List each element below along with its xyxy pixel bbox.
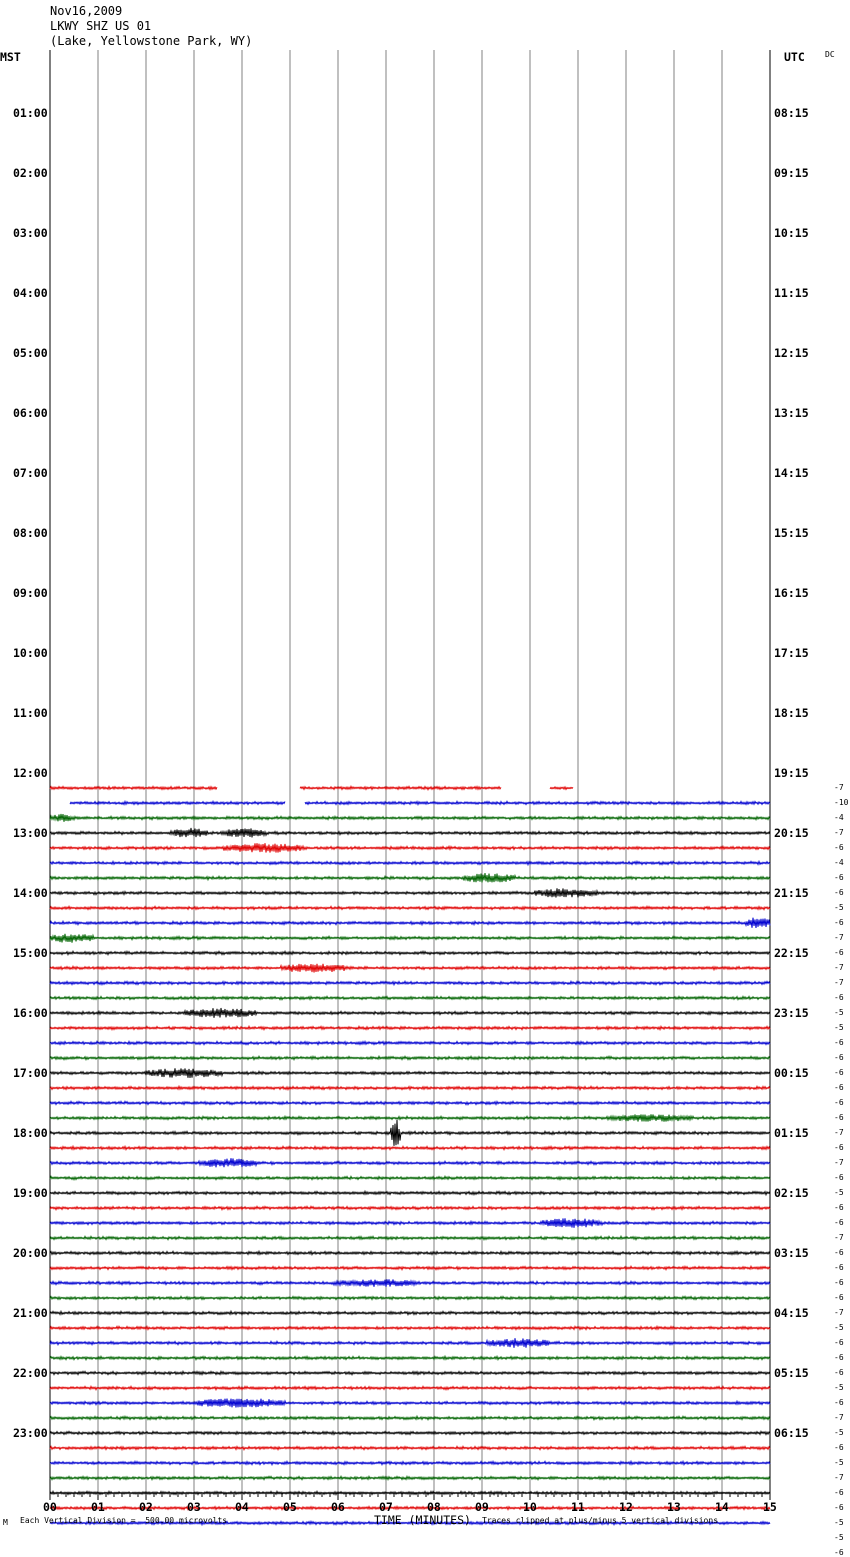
right-hour-label: 06:15	[774, 1426, 809, 1440]
trace-offset-label: -6	[834, 873, 844, 882]
trace-offset-label: -7	[834, 1233, 844, 1242]
right-hour-label: 17:15	[774, 646, 809, 660]
trace-offset-label: -6	[834, 1368, 844, 1377]
trace-line	[50, 1399, 770, 1408]
trace-line	[50, 1218, 770, 1228]
trace-line	[50, 843, 770, 852]
left-hour-label: 20:00	[13, 1246, 48, 1260]
trace-offset-label: -6	[834, 918, 844, 927]
right-hour-label: 05:15	[774, 1366, 809, 1380]
left-hour-label: 06:00	[13, 406, 48, 420]
trace-offset-label: -6	[834, 1278, 844, 1287]
x-tick-label: 09	[475, 1500, 489, 1514]
record-date: Nov16,2009	[50, 4, 123, 18]
trace-line	[50, 814, 770, 822]
x-tick-label: 04	[235, 1500, 249, 1514]
footer-mark: M	[3, 1518, 8, 1527]
right-hour-label: 12:15	[774, 346, 809, 360]
trace-line	[50, 981, 770, 984]
trace-offset-label: -6	[834, 993, 844, 1002]
trace-offset-label: -7	[834, 963, 844, 972]
left-hour-label: 17:00	[13, 1066, 48, 1080]
trace-line	[50, 918, 770, 928]
trace-offset-label: -7	[834, 933, 844, 942]
left-hour-label: 19:00	[13, 1186, 48, 1200]
trace-offset-label: -6	[834, 1293, 844, 1302]
right-hour-label: 01:15	[774, 1126, 809, 1140]
trace-offset-label: -7	[834, 1158, 844, 1167]
right-hour-label: 11:15	[774, 286, 809, 300]
x-tick-label: 06	[331, 1500, 345, 1514]
trace-line	[50, 1476, 770, 1479]
left-hour-label: 05:00	[13, 346, 48, 360]
trace-offset-label: -6	[834, 1068, 844, 1077]
trace-offset-label: -5	[834, 1188, 844, 1197]
trace-line	[50, 828, 770, 837]
trace-line	[50, 1176, 770, 1179]
trace-line	[50, 873, 770, 882]
right-hour-label: 16:15	[774, 586, 809, 600]
trace-offset-label: -5	[834, 1428, 844, 1437]
right-hour-label: 18:15	[774, 706, 809, 720]
trace-line	[50, 786, 217, 789]
trace-offset-label: -6	[834, 948, 844, 957]
time-gridlines	[50, 50, 770, 1493]
station-location: (Lake, Yellowstone Park, WY)	[50, 34, 253, 48]
trace-offset-label: -7	[834, 828, 844, 837]
left-hour-label: 12:00	[13, 766, 48, 780]
trace-line	[50, 1338, 770, 1348]
x-tick-label: 01	[91, 1500, 105, 1514]
trace-offset-label: -6	[834, 1353, 844, 1362]
left-hour-label: 09:00	[13, 586, 48, 600]
trace-offset-label: -6	[834, 1443, 844, 1452]
trace-offset-label: -7	[834, 978, 844, 987]
trace-offset-label: -5	[834, 1383, 844, 1392]
x-axis-title: TIME (MINUTES)	[374, 1513, 471, 1527]
right-hour-label: 14:15	[774, 466, 809, 480]
trace-line	[50, 1461, 770, 1464]
right-hour-label: 22:15	[774, 946, 809, 960]
trace-line	[50, 1120, 770, 1146]
trace-line	[50, 1146, 770, 1149]
trace-offset-label: -5	[834, 903, 844, 912]
right-hour-label: 15:15	[774, 526, 809, 540]
trace-offset-label: -6	[834, 1548, 844, 1557]
trace-line	[50, 888, 770, 897]
trace-line	[50, 1026, 770, 1029]
trace-offset-label: -6	[834, 1503, 844, 1512]
trace-offset-label: -7	[834, 1308, 844, 1317]
trace-offset-label: -10	[834, 798, 849, 807]
left-hour-label: 07:00	[13, 466, 48, 480]
left-hour-label: 15:00	[13, 946, 48, 960]
left-hour-label: 03:00	[13, 226, 48, 240]
seismic-traces	[50, 786, 770, 1534]
trace-line	[50, 1114, 770, 1121]
left-hour-label: 18:00	[13, 1126, 48, 1140]
left-hour-label: 01:00	[13, 106, 48, 120]
trace-offset-label: -5	[834, 1533, 844, 1542]
x-tick-label: 10	[523, 1500, 537, 1514]
trace-line	[70, 801, 285, 804]
trace-line	[50, 1191, 770, 1194]
left-hour-label: 23:00	[13, 1426, 48, 1440]
trace-line	[50, 861, 770, 864]
trace-offset-label: -5	[834, 1023, 844, 1032]
trace-line	[50, 1086, 770, 1089]
dc-label: DC	[825, 50, 835, 59]
trace-offset-label: -6	[834, 1218, 844, 1227]
trace-line	[50, 1311, 770, 1314]
x-tick-label: 15	[763, 1500, 777, 1514]
trace-offset-label: -7	[834, 1413, 844, 1422]
right-hour-label: 13:15	[774, 406, 809, 420]
trace-line	[50, 1236, 770, 1239]
trace-offset-label: -6	[834, 1098, 844, 1107]
x-tick-label: 07	[379, 1500, 393, 1514]
x-tick-label: 12	[619, 1500, 633, 1514]
trace-line	[50, 1371, 770, 1374]
trace-line	[50, 1326, 770, 1329]
x-tick-label: 13	[667, 1500, 681, 1514]
trace-offset-label: -4	[834, 813, 844, 822]
trace-line	[50, 1266, 770, 1269]
trace-offset-label: -6	[834, 1173, 844, 1182]
trace-line	[50, 1279, 770, 1287]
right-hour-label: 21:15	[774, 886, 809, 900]
trace-offset-label: -6	[834, 1053, 844, 1062]
trace-offset-label: -6	[834, 1488, 844, 1497]
left-hour-label: 11:00	[13, 706, 48, 720]
trace-offset-label: -6	[834, 1143, 844, 1152]
trace-line	[50, 1506, 770, 1509]
right-hour-label: 04:15	[774, 1306, 809, 1320]
trace-offset-label: -7	[834, 1128, 844, 1137]
trace-offset-label: -5	[834, 1518, 844, 1527]
x-tick-label: 00	[43, 1500, 57, 1514]
trace-offset-label: -6	[834, 1083, 844, 1092]
trace-offset-label: -6	[834, 843, 844, 852]
left-hour-label: 10:00	[13, 646, 48, 660]
trace-line	[50, 934, 770, 943]
right-hour-label: 08:15	[774, 106, 809, 120]
left-hour-label: 02:00	[13, 166, 48, 180]
trace-line	[50, 1386, 770, 1389]
clipping-note: Traces clipped at plus/minus 5 vertical divisions	[482, 1516, 719, 1525]
trace-line	[50, 1251, 770, 1254]
trace-offset-label: -4	[834, 858, 844, 867]
left-hour-label: 21:00	[13, 1306, 48, 1320]
trace-line	[550, 787, 573, 790]
x-tick-label: 14	[715, 1500, 729, 1514]
trace-line	[50, 1416, 770, 1419]
station-name: LKWY SHZ US 01	[50, 19, 152, 33]
trace-line	[50, 964, 770, 973]
trace-line	[50, 1431, 770, 1434]
trace-offset-label: -5	[834, 1008, 844, 1017]
x-tick-label: 05	[283, 1500, 297, 1514]
trace-line	[50, 1206, 770, 1209]
trace-offset-label: -5	[834, 1458, 844, 1467]
trace-offset-label: -5	[834, 1323, 844, 1332]
left-hour-label: 13:00	[13, 826, 48, 840]
x-tick-label: 11	[571, 1500, 585, 1514]
trace-line	[50, 1008, 770, 1018]
right-hour-label: 00:15	[774, 1066, 809, 1080]
right-hour-label: 10:15	[774, 226, 809, 240]
trace-line	[50, 1101, 770, 1104]
right-hour-label: 02:15	[774, 1186, 809, 1200]
trace-line	[50, 996, 770, 999]
vertical-division-note: Each Vertical Division = 500.00 microvolts	[20, 1516, 228, 1525]
trace-offset-label: -6	[834, 1038, 844, 1047]
trace-line	[50, 951, 770, 954]
right-hour-label: 23:15	[774, 1006, 809, 1020]
left-timezone-label: MST	[0, 50, 21, 64]
x-tick-label: 03	[187, 1500, 201, 1514]
left-hour-label: 08:00	[13, 526, 48, 540]
trace-line	[50, 1158, 770, 1167]
left-hour-label: 04:00	[13, 286, 48, 300]
left-hour-label: 16:00	[13, 1006, 48, 1020]
x-tick-label: 08	[427, 1500, 441, 1514]
trace-offset-label: -6	[834, 1203, 844, 1212]
trace-offset-label: -6	[834, 1398, 844, 1407]
left-hour-label: 22:00	[13, 1366, 48, 1380]
trace-line	[305, 801, 770, 804]
trace-offset-label: -6	[834, 1248, 844, 1257]
trace-line	[50, 1296, 770, 1299]
trace-line	[50, 1356, 770, 1359]
trace-offset-label: -6	[834, 1113, 844, 1122]
trace-line	[300, 786, 501, 789]
trace-offset-label: -7	[834, 783, 844, 792]
trace-offset-label: -6	[834, 1263, 844, 1272]
left-hour-label: 14:00	[13, 886, 48, 900]
trace-offset-label: -6	[834, 1338, 844, 1347]
right-hour-label: 19:15	[774, 766, 809, 780]
x-tick-label: 02	[139, 1500, 153, 1514]
trace-offset-label: -7	[834, 1473, 844, 1482]
trace-line	[50, 1041, 770, 1044]
trace-line	[50, 1068, 770, 1078]
trace-line	[50, 1446, 770, 1449]
right-hour-label: 09:15	[774, 166, 809, 180]
right-hour-label: 20:15	[774, 826, 809, 840]
right-timezone-label: UTC	[784, 50, 805, 64]
trace-line	[50, 906, 770, 909]
trace-line	[50, 1056, 770, 1059]
right-hour-label: 03:15	[774, 1246, 809, 1260]
trace-offset-label: -6	[834, 888, 844, 897]
